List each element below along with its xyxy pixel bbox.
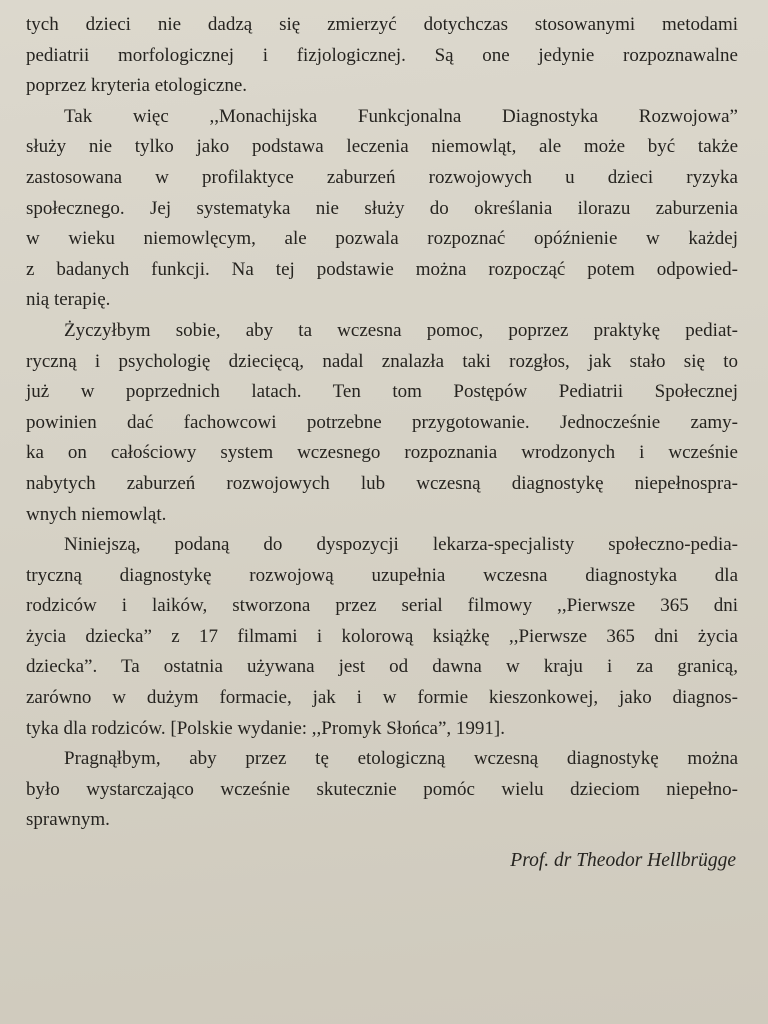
text-line: pediatrii morfologicznej i fizjologicznej. Są one jedynie rozpoznawalne — [26, 44, 738, 66]
text-line: było wystarczająco wcześnie skutecznie pomóc wielu dzieciom niepełno- — [26, 778, 738, 800]
text-line: tych dzieci nie dadzą się zmierzyć dotychczas stosowanymi metodami — [26, 14, 738, 35]
paragraph-4 — [26, 530, 738, 744]
text-line: nabytych zaburzeń rozwojowych lub wczesną diagnostykę niepełnospra- — [26, 472, 738, 494]
text-line: życia dziecka” z 17 filmami i kolorową książkę ,,Pierwsze 365 dni życia — [26, 625, 738, 647]
text-line: Życzyłbym sobie, aby ta wczesna pomoc, poprzez praktykę pediat- — [64, 319, 738, 341]
text-line: Tak więc ,,Monachijska Funkcjonalna Diagnostyka Rozwojowa” — [64, 105, 738, 127]
text-line: dziecka”. Ta ostatnia używana jest od dawna w kraju i za granicą, — [26, 656, 738, 678]
text-line: rodziców i laików, stworzona przez serial filmowy ,,Pierwsze 365 dni — [26, 595, 738, 617]
paragraph-2 — [26, 102, 738, 316]
text-line: w wieku niemowlęcym, ale pozwala rozpoznać opóźnienie w każdej — [26, 228, 738, 250]
text-line: tryczną diagnostykę rozwojową uzupełnia wczesna diagnostyka dla — [26, 564, 738, 586]
author-signature: Prof. dr Theodor Hellbrügge — [510, 850, 736, 872]
text-line: Pragnąłbym, aby przez tę etologiczną wczesną diagnostykę można — [64, 748, 738, 770]
text-line: zarówno w dużym formacie, jak i w formie kieszonkowej, jako diagnos- — [26, 687, 738, 709]
text-line: tyka dla rodziców. [Polskie wydanie: ,,Promyk Słońca”, 1991]. — [26, 717, 505, 739]
text-line: służy nie tylko jako podstawa leczenia niemowląt, ale może być także — [26, 136, 738, 158]
paragraph-5 — [26, 744, 738, 836]
text-line: społecznego. Jej systematyka nie służy do określania ilorazu zaburzenia — [26, 197, 738, 219]
text-line: nią terapię. — [26, 289, 111, 311]
text-line: ka on całościowy system wczesnego rozpoznania wrodzonych i wcześnie — [26, 442, 738, 464]
text-line: poprzez kryteria etologiczne. — [26, 75, 248, 97]
text-line: powinien dać fachowcowi potrzebne przygotowanie. Jednocześnie zamy- — [26, 411, 738, 433]
text-line: sprawnym. — [26, 809, 110, 831]
text-line: z badanych funkcji. Na tej podstawie można rozpocząć potem odpowied- — [26, 258, 738, 280]
paragraph-1 — [26, 10, 738, 102]
text-line: ryczną i psychologię dziecięcą, nadal znalazła taki rozgłos, jak stało się to — [26, 350, 738, 372]
text-line: wnych niemowląt. — [26, 503, 167, 525]
text-line: zastosowana w profilaktyce zaburzeń rozwojowych u dzieci ryzyka — [26, 166, 738, 188]
text-line: Niniejszą, podaną do dyspozycji lekarza-specjalisty społeczno-pedia- — [64, 534, 738, 556]
paragraph-3 — [26, 316, 738, 530]
text-line: już w poprzednich latach. Ten tom Postępów Pediatrii Społecznej — [26, 381, 738, 403]
